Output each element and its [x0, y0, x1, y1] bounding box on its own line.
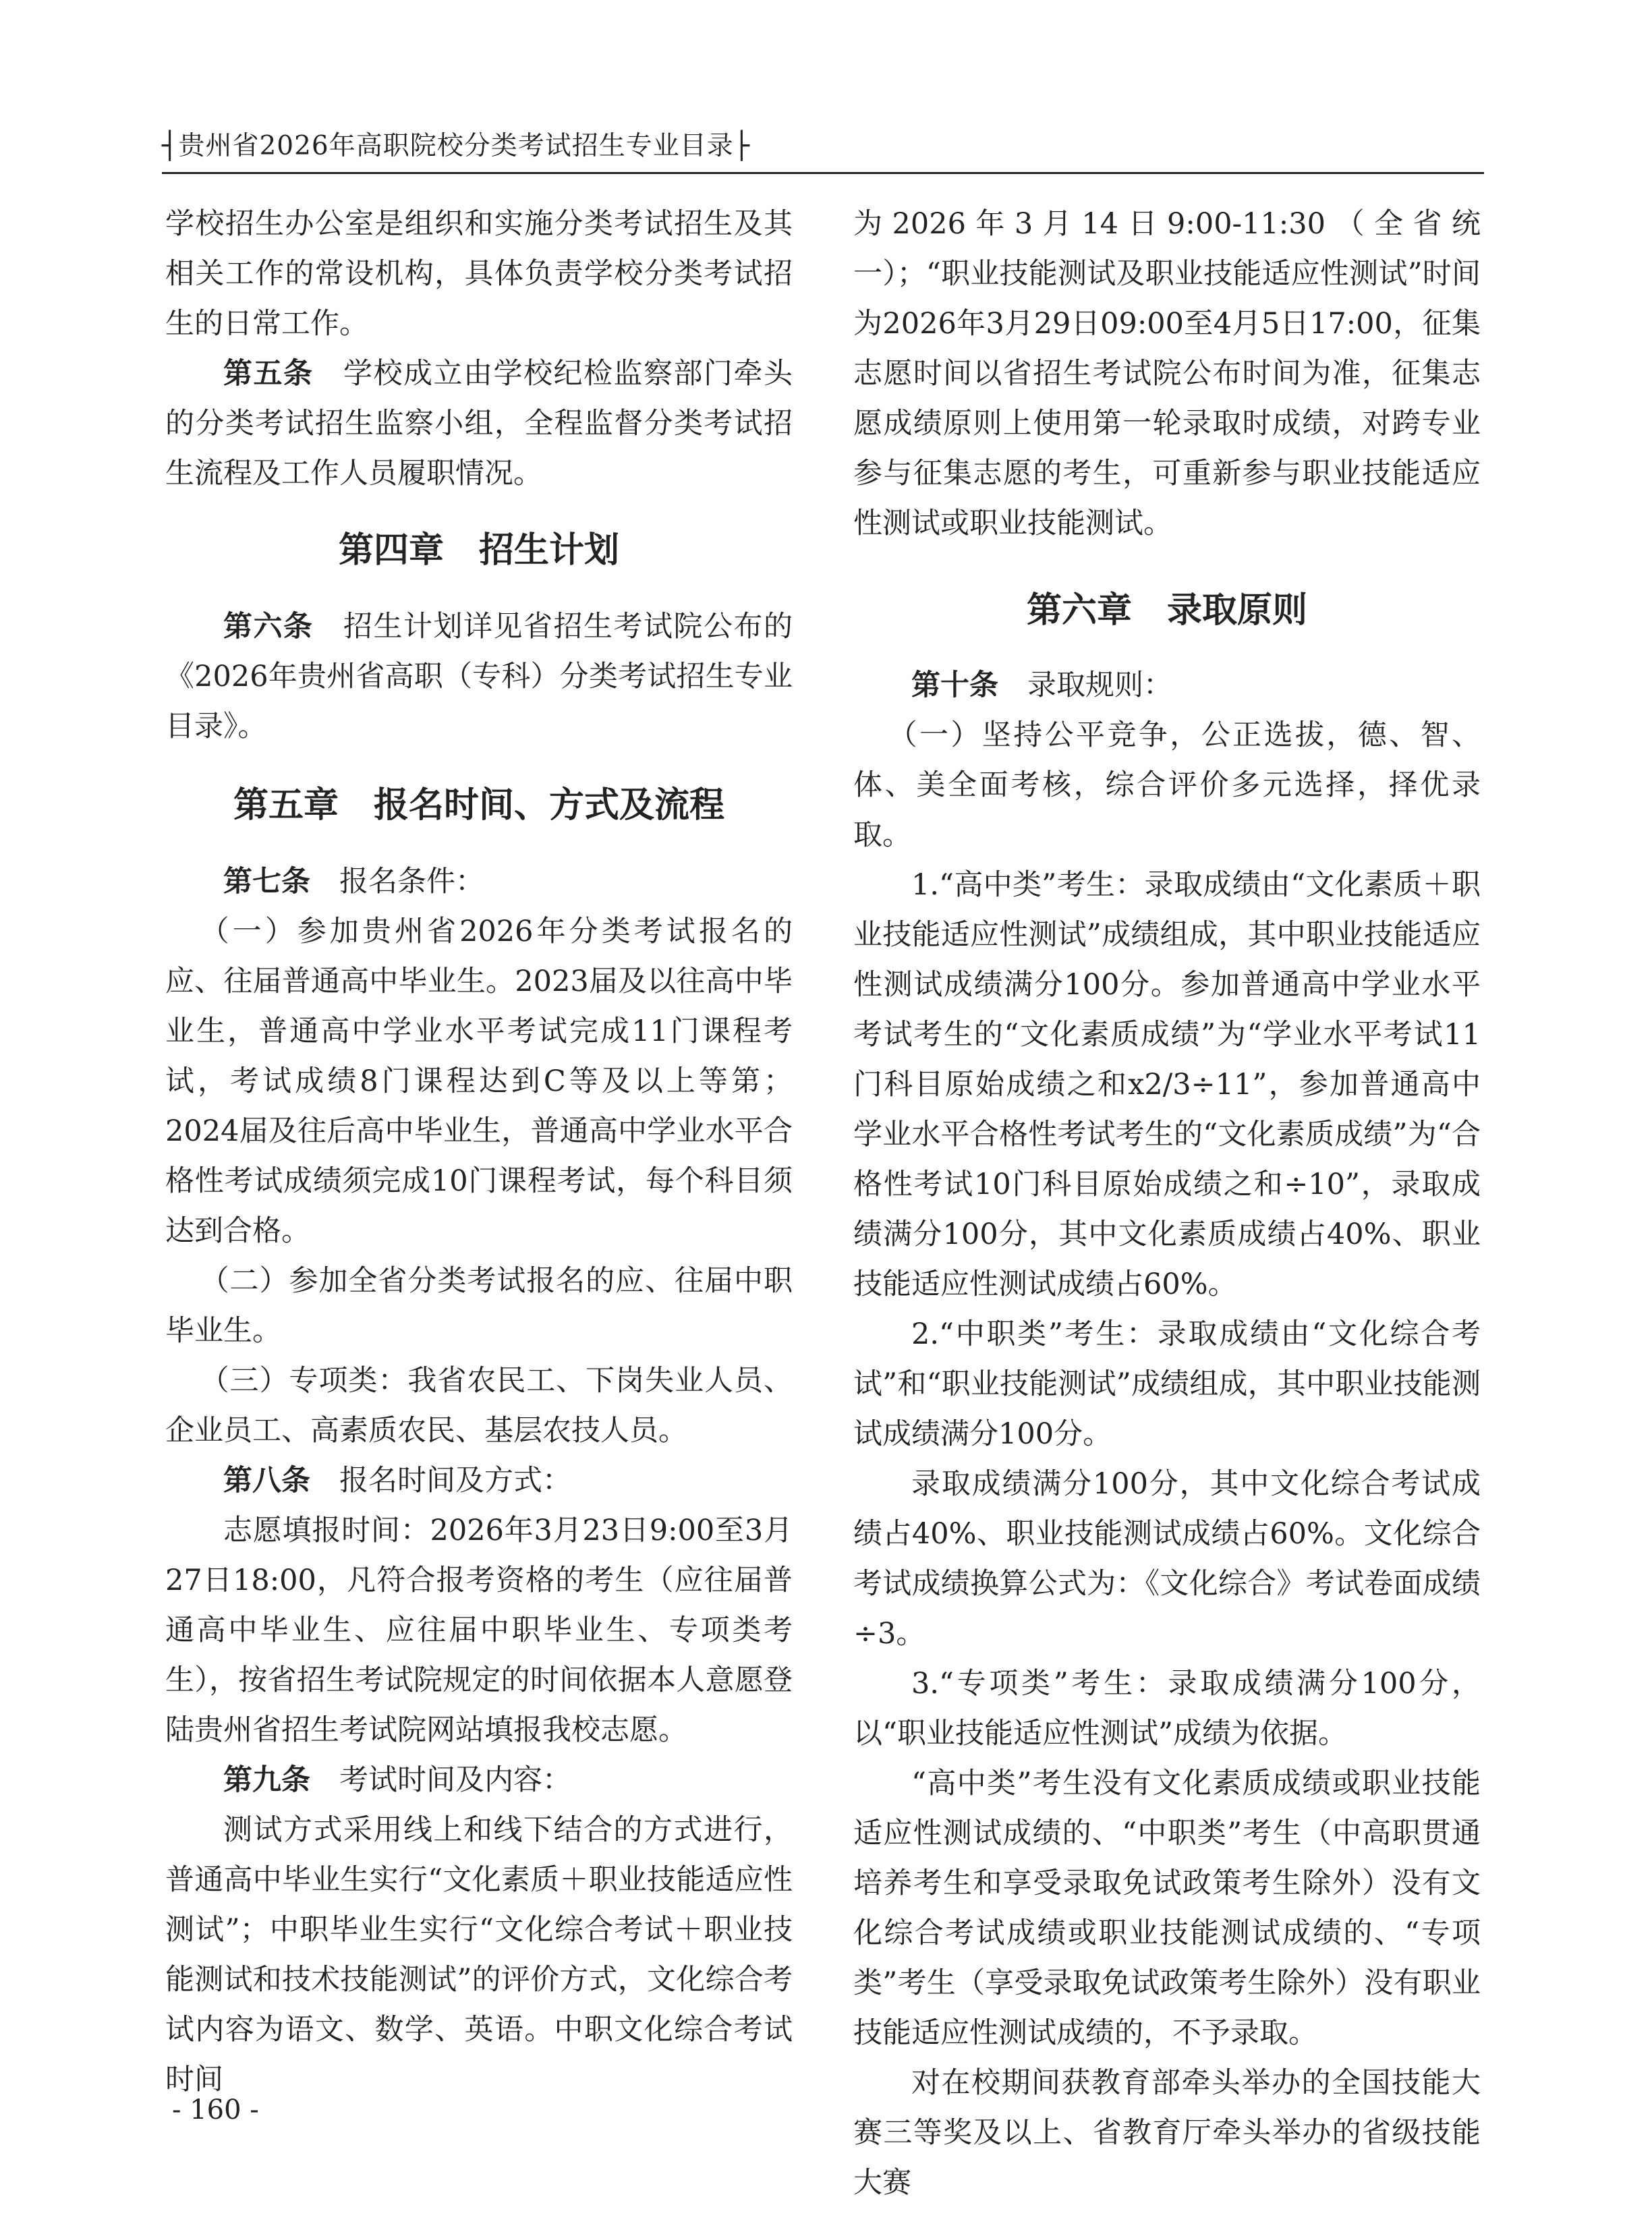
article-6: [165, 602, 793, 751]
left-column: [165, 199, 793, 2105]
chapter-6-heading: 第六章 录取原则: [1026, 590, 1307, 631]
paragraph: 2.“中职类”考生：录取成绩由“文化综合考试”和“职业技能测试”成绩组成，其中职业技能测试成绩满分100分。: [853, 1317, 1481, 1451]
article-10: [853, 660, 1481, 710]
article-label: 第十条: [911, 668, 998, 702]
header-rule: [162, 172, 1484, 174]
article-text: 考试时间及内容：: [339, 1763, 571, 1797]
chapter-4-heading: 第四章 招生计划: [338, 530, 619, 571]
article-text: 报名时间及方式：: [339, 1464, 571, 1497]
article-label: 第六条: [223, 610, 314, 644]
page-number: - 160 -: [172, 2094, 259, 2125]
article-label: 第五条: [223, 357, 314, 391]
paragraph: （一）坚持公平竞争，公正选拔，德、智、体、美全面考核，综合评价多元选择，择优录取。: [853, 718, 1481, 852]
paragraph: 录取成绩满分100分，其中文化综合考试成绩占40%、职业技能测试成绩占60%。文化综合考试成绩换算公式为：《文化综合》考试卷面成绩÷3。: [853, 1467, 1481, 1651]
article-label: 第九条: [223, 1763, 310, 1797]
article-9: [165, 1755, 793, 1805]
paragraph: （一）参加贵州省2026年分类考试报名的应、往届普通高中毕业生。2023届及以往高中毕业生，普通高中学业水平考试完成11门课程考试，考试成绩8门课程达到C等及以上等第；2024届及往后高中毕业生，普通高中学业水平合格性考试成绩须完成10门课程考试，每个科目须达到合格。: [165, 915, 793, 1248]
article-text: 录取规则：: [1027, 668, 1172, 702]
right-column: [853, 199, 1481, 2208]
paragraph: （二）参加全省分类考试报名的应、往届中职毕业生。: [165, 1264, 793, 1348]
chapter-5-heading: 第五章 报名时间、方式及流程: [233, 785, 724, 826]
paragraph: （三）专项类：我省农民工、下岗失业人员、企业员工、高素质农民、基层农技人员。: [165, 1364, 793, 1448]
article-label: 第七条: [223, 865, 310, 898]
article-text: 报名条件：: [339, 865, 484, 898]
paragraph: 对在校期间获教育部牵头举办的全国技能大赛三等奖及以上、省教育厅牵头举办的省级技能大赛: [853, 2066, 1481, 2200]
article-label: 第八条: [223, 1464, 310, 1497]
article-text: 学校成立由学校纪检监察部门牵头的分类考试招生监察小组，全程监督分类考试招生流程及工作人员履职情况。: [165, 357, 793, 490]
paragraph: 1.“高中类”考生：录取成绩由“文化素质＋职业技能适应性测试”成绩组成，其中职业技能适应性测试成绩满分100分。参加普通高中学业水平考试考生的“文化素质成绩”为“学业水平考试11门科目原始成绩之和x2/3÷11”，参加普通高中学业水平合格性考试考生的“文化素质成绩”为“合格性考试10门科目原始成绩之和÷10”，录取成绩满分100分，其中文化素质成绩占40%、职业技能适应性测试成绩占60%。: [853, 868, 1481, 1301]
article-text: 招生计划详见省招生考试院公布的《2026年贵州省高职（专科）分类考试招生专业目录》。: [165, 610, 793, 743]
article-8: [165, 1456, 793, 1506]
paragraph: 测试方式采用线上和线下结合的方式进行，普通高中毕业生实行“文化素质＋职业技能适应性测试”；中职毕业生实行“文化综合考试＋职业技能测试和技术技能测试”的评价方式，文化综合考试内容为语文、数学、英语。中职文化综合考试时间: [165, 1813, 793, 2096]
paragraph: 3.“专项类”考生：录取成绩满分100分，以“职业技能适应性测试”成绩为依据。: [853, 1667, 1481, 1750]
running-header: ┤贵州省2026年高职院校分类考试招生专业目录├: [162, 131, 751, 161]
article-7: [165, 857, 793, 907]
paragraph: 为2026年3月14日9:00-11:30（全省统一）；“职业技能测试及职业技能适应性测试”时间为2026年3月29日09:00至4月5日17:00，征集志愿时间以省招生考试院公布时间为准，征集志愿成绩原则上使用第一轮录取时成绩，对跨专业参与征集志愿的考生，可重新参与职业技能适应性测试或职业技能测试。: [853, 207, 1481, 540]
paragraph: 学校招生办公室是组织和实施分类考试招生及其相关工作的常设机构，具体负责学校分类考试招生的日常工作。: [165, 207, 793, 341]
paragraph: 志愿填报时间：2026年3月23日9:00至3月27日18:00，凡符合报考资格的考生（应往届普通高中毕业生、应往届中职毕业生、专项类考生），按省招生考试院规定的时间依据本人意愿登陆贵州省招生考试院网站填报我校志愿。: [165, 1514, 793, 1747]
paragraph: “高中类”考生没有文化素质成绩或职业技能适应性测试成绩的、“中职类”考生（中高职贯通培养考生和享受录取免试政策考生除外）没有文化综合考试成绩或职业技能测试成绩的、“专项类”考生（享受录取免试政策考生除外）没有职业技能适应性测试成绩的，不予录取。: [853, 1767, 1481, 2050]
article-5: [165, 349, 793, 498]
